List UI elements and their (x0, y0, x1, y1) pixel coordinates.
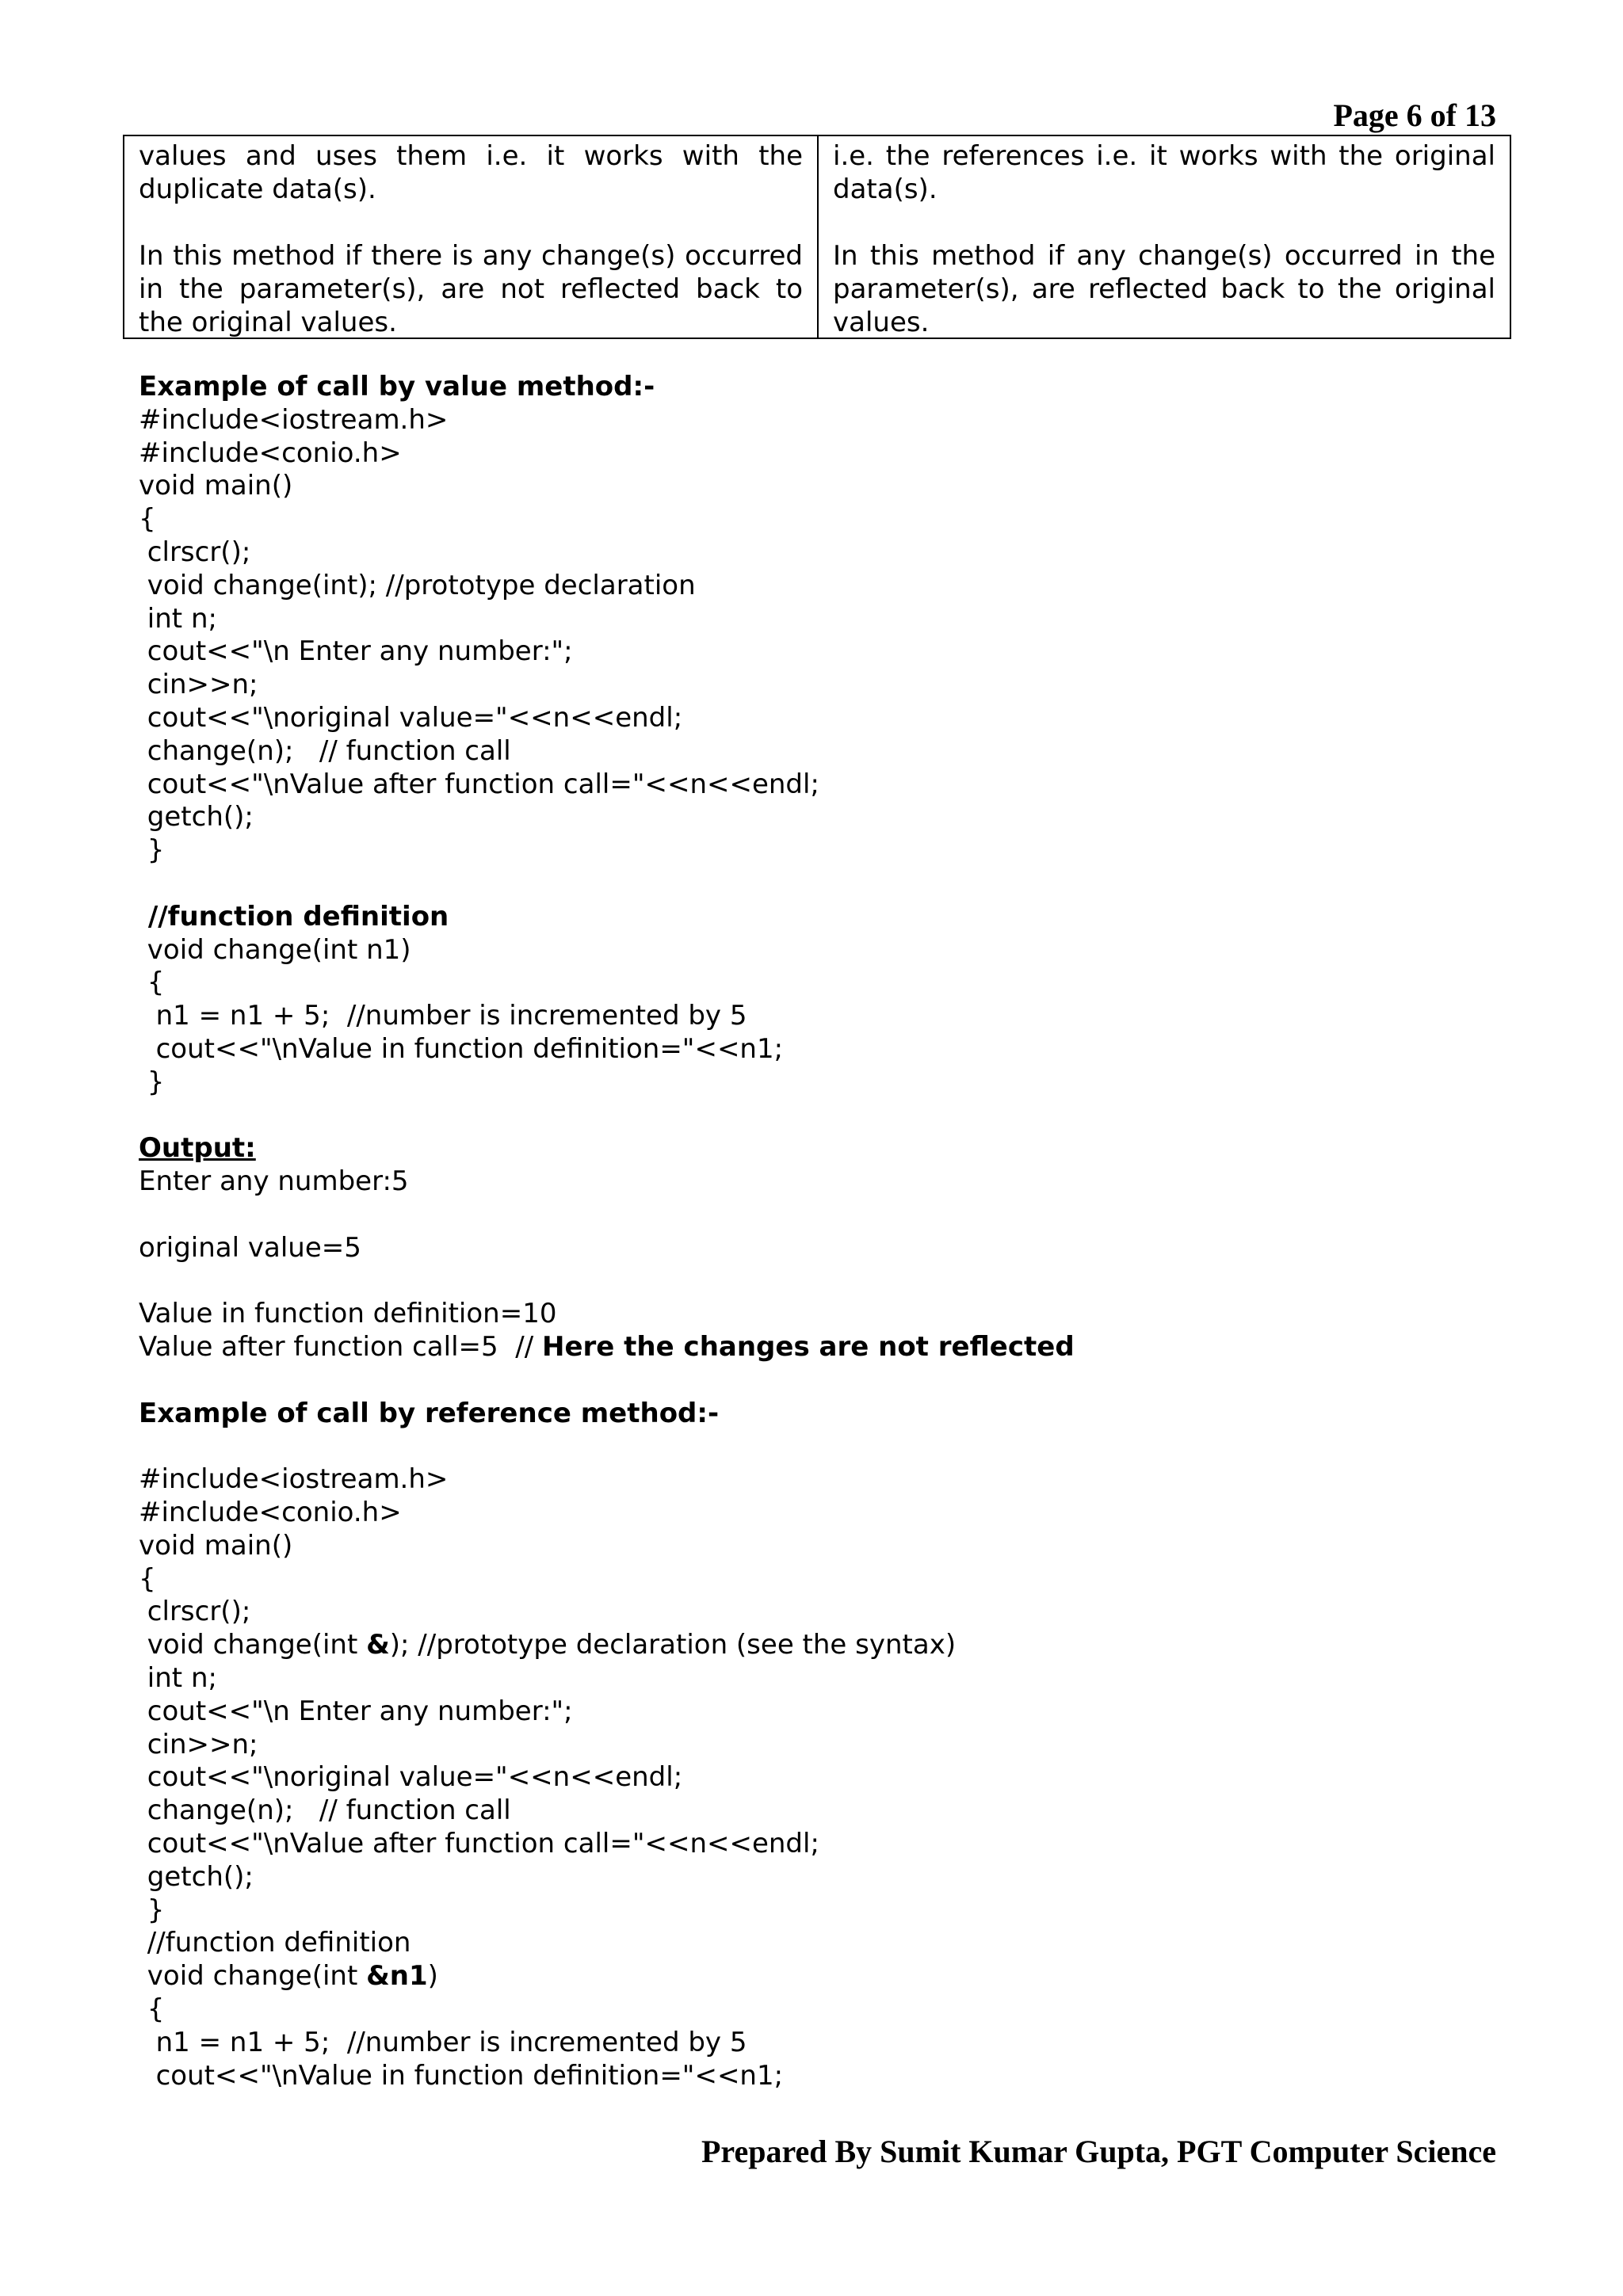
code-line (139, 1629, 1518, 1662)
code-line: change(n); // function call (139, 734, 511, 767)
code-line: void main() (139, 470, 293, 502)
page-number: Page 6 of 13 (1333, 97, 1496, 133)
code-line: //function definition (139, 1927, 411, 1959)
code-line: cout<<"\n Enter any number:"; (139, 635, 573, 668)
code-line: } (139, 1066, 165, 1098)
code-line: cout<<"\nValue after function call="<<n<<endl; (139, 768, 819, 800)
page-footer: Prepared By Sumit Kumar Gupta, PGT Computer Science (701, 2134, 1496, 2169)
output-heading: Output: (139, 1132, 256, 1165)
code-line: clrscr(); (139, 536, 251, 568)
code-line: { (139, 503, 156, 536)
spacer (139, 1431, 1518, 1464)
code-line: int n; (139, 602, 217, 635)
code-line: int n; (139, 1662, 217, 1695)
code-text: void change(int (139, 1629, 367, 1661)
reference-example-heading: Example of call by reference method:- (139, 1397, 720, 1429)
code-line: { (139, 1993, 165, 2026)
value-example-definition-code (139, 934, 1518, 1100)
code-line: void change(int); //prototype declaration (139, 569, 696, 601)
output-text: Value after function call=5 // (139, 1331, 542, 1363)
code-line: #include<iostream.h> (139, 1463, 449, 1496)
spacer (139, 1199, 1518, 1232)
code-line: } (139, 834, 165, 867)
code-line: cout<<"\noriginal value="<<n<<endl; (139, 701, 683, 734)
code-line: cout<<"\nValue in function definition="<<n1; (139, 1032, 784, 1065)
code-text: void change(int (139, 1960, 367, 1993)
output-line (139, 1331, 1518, 1364)
code-line: #include<iostream.h> (139, 403, 449, 436)
code-line: change(n); // function call (139, 1794, 511, 1827)
code-line: getch(); (139, 1860, 254, 1893)
code-line (139, 1960, 1518, 1993)
reference-description: i.e. the references i.e. it works with the original data(s). (833, 140, 1495, 205)
reference-change-note: In this method if any change(s) occurred in the parameter(s), are reflected back to the original values. (833, 240, 1495, 338)
reference-example-main-code (139, 1463, 1518, 2092)
code-text: ) (427, 1960, 438, 1993)
document-body (139, 371, 1518, 2092)
code-line: void change(int n1) (139, 933, 411, 966)
value-example-heading: Example of call by value method:- (139, 371, 655, 402)
code-line: getch(); (139, 801, 254, 833)
code-line: { (139, 967, 165, 999)
comparison-table (123, 135, 1511, 339)
spacer (139, 868, 1518, 901)
code-text: ); //prototype declaration (see the syntax) (389, 1629, 957, 1661)
call-by-value-cell (124, 136, 817, 338)
code-line: cin>>n; (139, 1728, 258, 1760)
code-line: cout<<"\nValue after function call="<<n<<endl; (139, 1828, 819, 1860)
spacer (139, 1364, 1518, 1398)
code-line: #include<conio.h> (139, 437, 402, 469)
output-line: Value in function definition=10 (139, 1298, 557, 1330)
spacer (139, 1100, 1518, 1133)
value-example-main-code (139, 404, 1518, 868)
function-definition-comment: //function definition (139, 900, 449, 933)
code-line: { (139, 1562, 156, 1595)
code-emphasis: &n1 (366, 1960, 428, 1993)
code-line: cout<<"\noriginal value="<<n<<endl; (139, 1761, 683, 1794)
code-line: void main() (139, 1529, 293, 1562)
output-line: Enter any number:5 (139, 1165, 409, 1198)
code-line: } (139, 1894, 165, 1926)
spacer (139, 1265, 1518, 1299)
call-by-reference-cell (817, 136, 1510, 338)
value-description: values and uses them i.e. it works with the duplicate data(s). (139, 140, 803, 205)
code-line: n1 = n1 + 5; //number is incremented by 5 (139, 2026, 747, 2058)
code-line: cin>>n; (139, 669, 258, 701)
code-line: clrscr(); (139, 1596, 251, 1628)
code-line: cout<<"\nValue in function definition="<<n1; (139, 2059, 784, 2092)
value-change-note: In this method if there is any change(s) occurred in the parameter(s), are not reflected back to the original values. (139, 240, 803, 338)
code-line: n1 = n1 + 5; //number is incremented by 5 (139, 1000, 747, 1032)
output-line: original value=5 (139, 1231, 361, 1264)
code-line: #include<conio.h> (139, 1497, 402, 1529)
code-line: cout<<"\n Enter any number:"; (139, 1695, 573, 1727)
code-emphasis: & (366, 1629, 390, 1661)
output-emphasis: Here the changes are not reflected (542, 1331, 1075, 1363)
